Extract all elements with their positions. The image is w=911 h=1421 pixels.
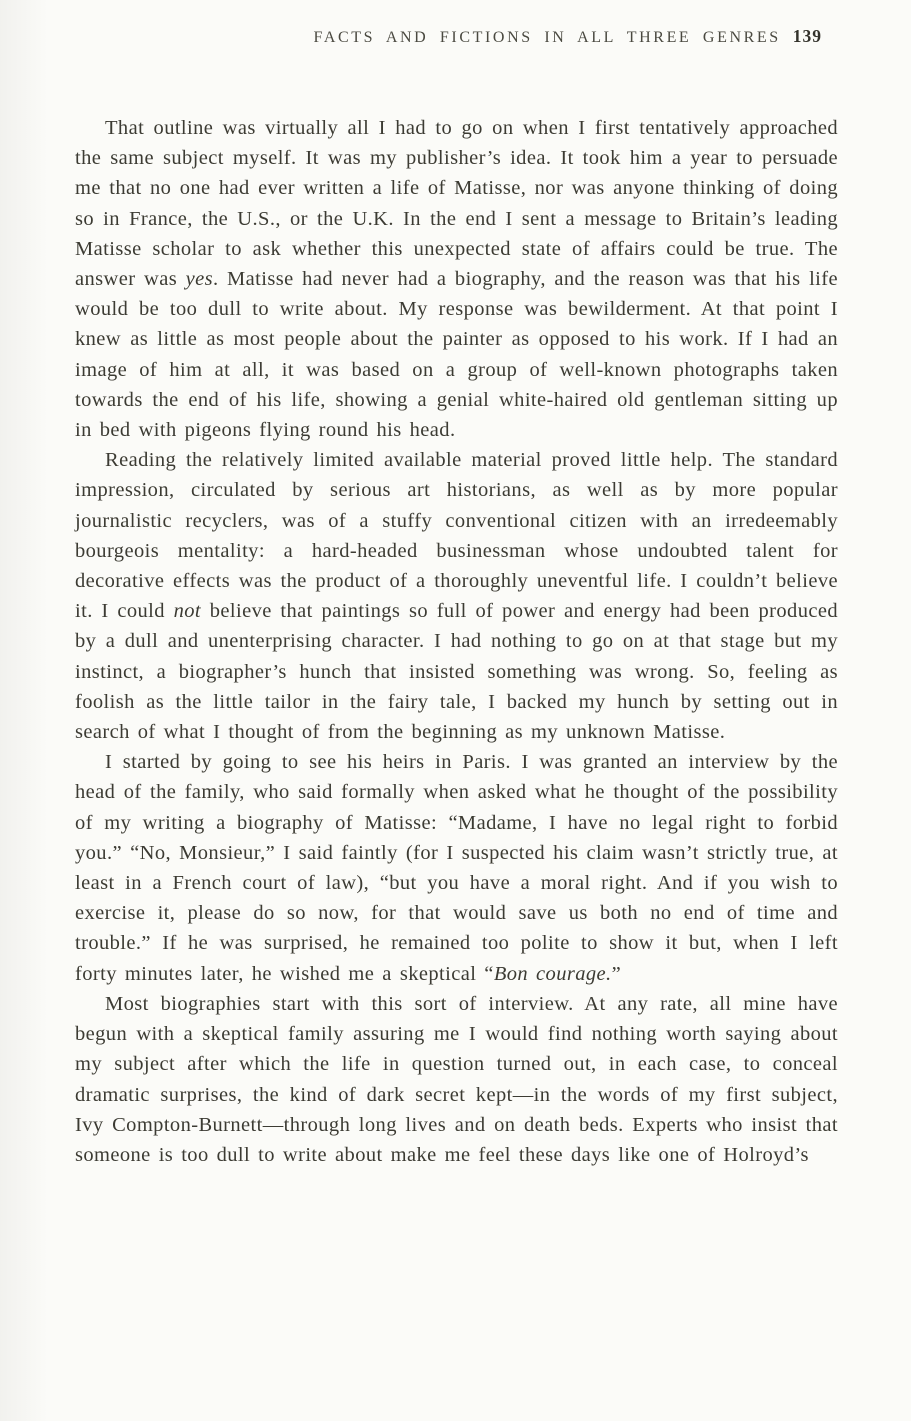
text-segment: Most biographies start with this sort of interview. At any rate, all mine have begun with a skeptical family assuring me I would find nothing worth saying about my subject after which the life in question turned out, in each case, to conceal dramatic surprises, the kind of dark secret kept—in the words of my first subject, Ivy Compton-Burnett—through long lives and on death beds. Experts who insist that someone is too dull to write about make me feel these days like one of Holroyd’s: [75, 992, 838, 1166]
running-head: [75, 26, 838, 47]
text-segment: ”: [611, 962, 622, 985]
body-text: [75, 113, 838, 1170]
text-segment: . Matisse had never had a biography, and the reason was that his life would be too dull to write about. My response was bewilderment. At that point I knew as little as most people about the painter as opposed to his work. If I had an image of him at all, it was based on a group of well-known photographs taken towards the end of his life, showing a genial white-haired old gentleman sitting up in bed with pigeons flying round his head.: [75, 268, 838, 442]
italic-text-segment: Bon courage.: [493, 962, 612, 985]
running-head-title: FACTS AND FICTIONS IN ALL THREE GENRES: [313, 29, 781, 46]
text-segment: believe that paintings so full of power and energy had been produced by a dull and unenterprising character. I had nothing to go on at that stage but my instinct, a biographer’s hunch that insisted something was wrong. So, feeling as foolish as the little tailor in the fairy tale, I backed my hunch by setting out in search of what I thought of from the beginning as my unknown Matisse.: [75, 600, 838, 744]
text-segment: Reading the relatively limited available material proved little help. The standard impression, circulated by serious art historians, as well as by more popular journalistic recyclers, was of a stuffy conventional citizen with an irredeemably bourgeois mentality: a hard-headed businessman whose undoubted talent for decorative effects was the product of a thoroughly uneventful life. I couldn’t believe it. I could: [75, 449, 838, 623]
paragraph: [75, 445, 838, 747]
paragraph: [75, 989, 838, 1170]
italic-text-segment: yes: [185, 268, 213, 291]
paragraph: [75, 747, 838, 989]
italic-text-segment: not: [173, 600, 202, 623]
paragraph: [75, 113, 838, 445]
page-number: 139: [792, 26, 822, 46]
text-segment: That outline was virtually all I had to go on when I first tentatively approached the same subject myself. It was my publisher’s idea. It took him a year to persuade me that no one had ever written a life of Matisse, nor was anyone thinking of doing so in France, the U.S., or the U.K. In the end I sent a message to Britain’s leading Matisse scholar to ask whether this unexpected state of affairs could be true. The answer was: [75, 117, 838, 291]
text-segment: I started by going to see his heirs in Paris. I was granted an interview by the head of the family, who said formally when asked what he thought of the possibility of my writing a biography of Matisse: “Madame, I have no legal right to forbid you.” “No, Monsieur,” I said faintly (for I suspected his claim wasn’t strictly true, at least in a French court of law), “but you have a moral right. And if you wish to exercise it, please do so now, for that would save us both no end of time and trouble.” If he was surprised, he remained too polite to show it but, when I left forty minutes later, he wished me a skeptical “: [75, 751, 838, 985]
